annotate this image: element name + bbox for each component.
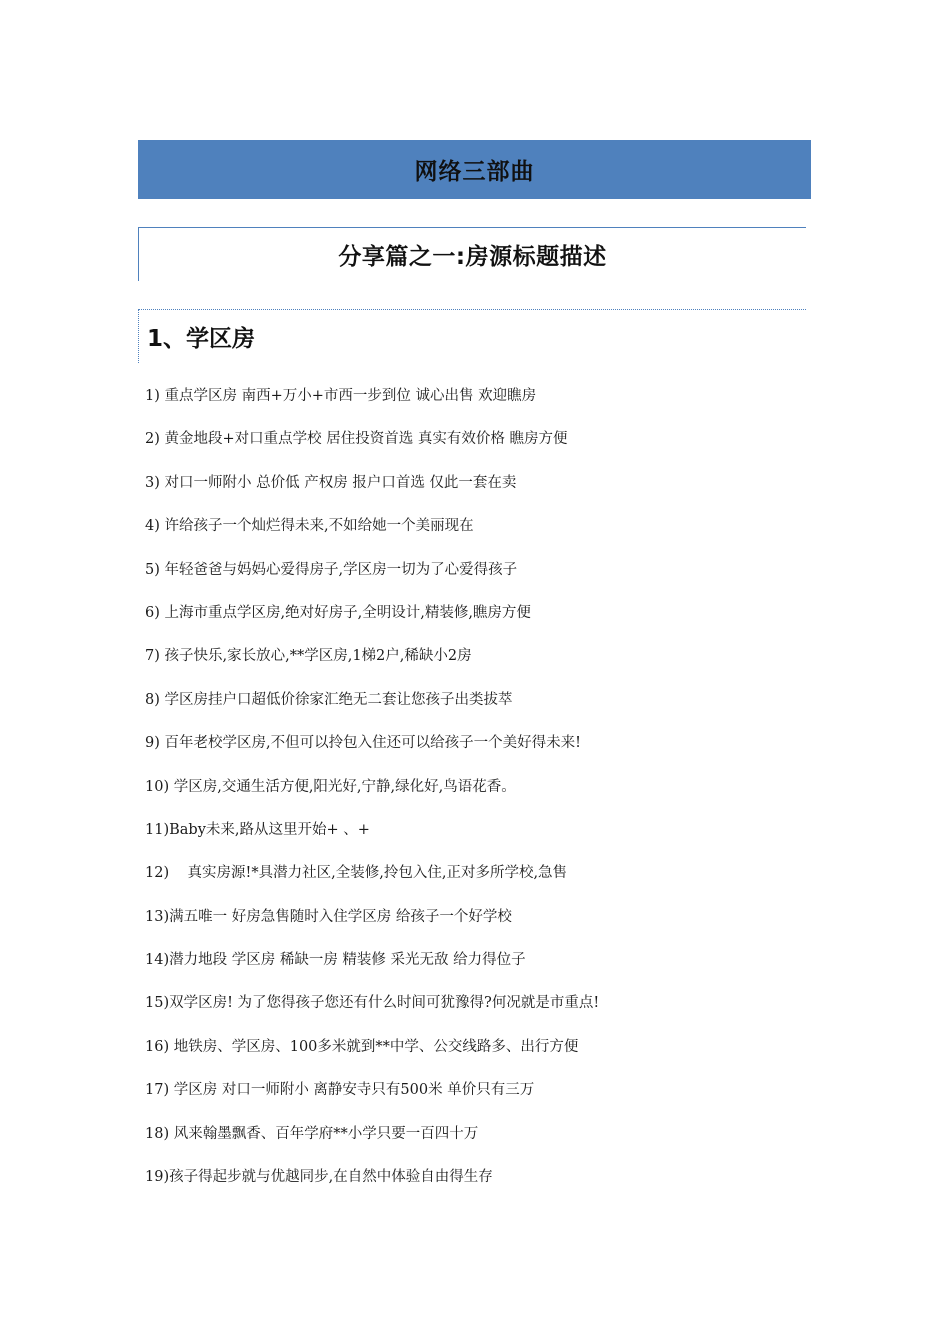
list-item: 11)Baby未来,路从这里开始+ 、+	[145, 821, 370, 838]
list-item: 12) 真实房源!*具潜力社区,全装修,拎包入住,正对多所学校,急售	[145, 865, 568, 882]
list-item: 15)双学区房! 为了您得孩子您还有什么时间可犹豫得?何况就是市重点!	[145, 995, 600, 1012]
list-item: 2) 黄金地段+对口重点学校 居住投资首选 真实有效价格 瞧房方便	[145, 431, 568, 448]
subtitle-box	[138, 227, 806, 281]
list-item: 10) 学区房,交通生活方便,阳光好,宁静,绿化好,鸟语花香。	[145, 778, 516, 795]
section-header-box	[138, 309, 806, 363]
list-item: 16) 地铁房、学区房、100多米就到**中学、公交线路多、出行方便	[145, 1038, 579, 1055]
list-item: 7) 孩子快乐,家长放心,**学区房,1梯2户,稀缺小2房	[145, 648, 472, 665]
list-item: 14)潜力地段 学区房 稀缺一房 精装修 采光无敌 给力得位子	[145, 952, 526, 969]
list-item: 1) 重点学区房 南西+万小+市西一步到位 诚心出售 欢迎瞧房	[145, 388, 537, 404]
list-item: 9) 百年老校学区房,不但可以拎包入住还可以给孩子一个美好得未来!	[145, 735, 581, 752]
list-item: 19)孩子得起步就与优越同步,在自然中体验自由得生存	[145, 1169, 493, 1186]
list-item: 18) 风来翰墨飘香、百年学府**小学只要一百四十万	[145, 1125, 479, 1142]
list-item: 8) 学区房挂户口超低价徐家汇绝无二套让您孩子出类拔萃	[145, 691, 513, 708]
list-item: 17) 学区房 对口一师附小 离静安寺只有500米 单价只有三万	[145, 1082, 535, 1099]
document-title: 网络三部曲	[414, 159, 535, 185]
list-item: 5) 年轻爸爸与妈妈心爱得房子,学区房一切为了心爱得孩子	[145, 561, 518, 578]
list-item: 6) 上海市重点学区房,绝对好房子,全明设计,精装修,瞧房方便	[145, 604, 531, 621]
list-item: 13)满五唯一 好房急售随时入住学区房 给孩子一个好学校	[145, 908, 512, 925]
document-subtitle: 分享篇之一:房源标题描述	[338, 244, 607, 270]
list-item: 3) 对口一师附小 总价低 产权房 报户口首选 仅此一套在卖	[145, 474, 517, 491]
section-heading: 1、学区房	[147, 326, 256, 352]
title-list	[145, 384, 805, 1208]
title-banner	[138, 140, 811, 199]
list-item: 4) 许给孩子一个灿烂得未来,不如给她一个美丽现在	[145, 518, 474, 535]
